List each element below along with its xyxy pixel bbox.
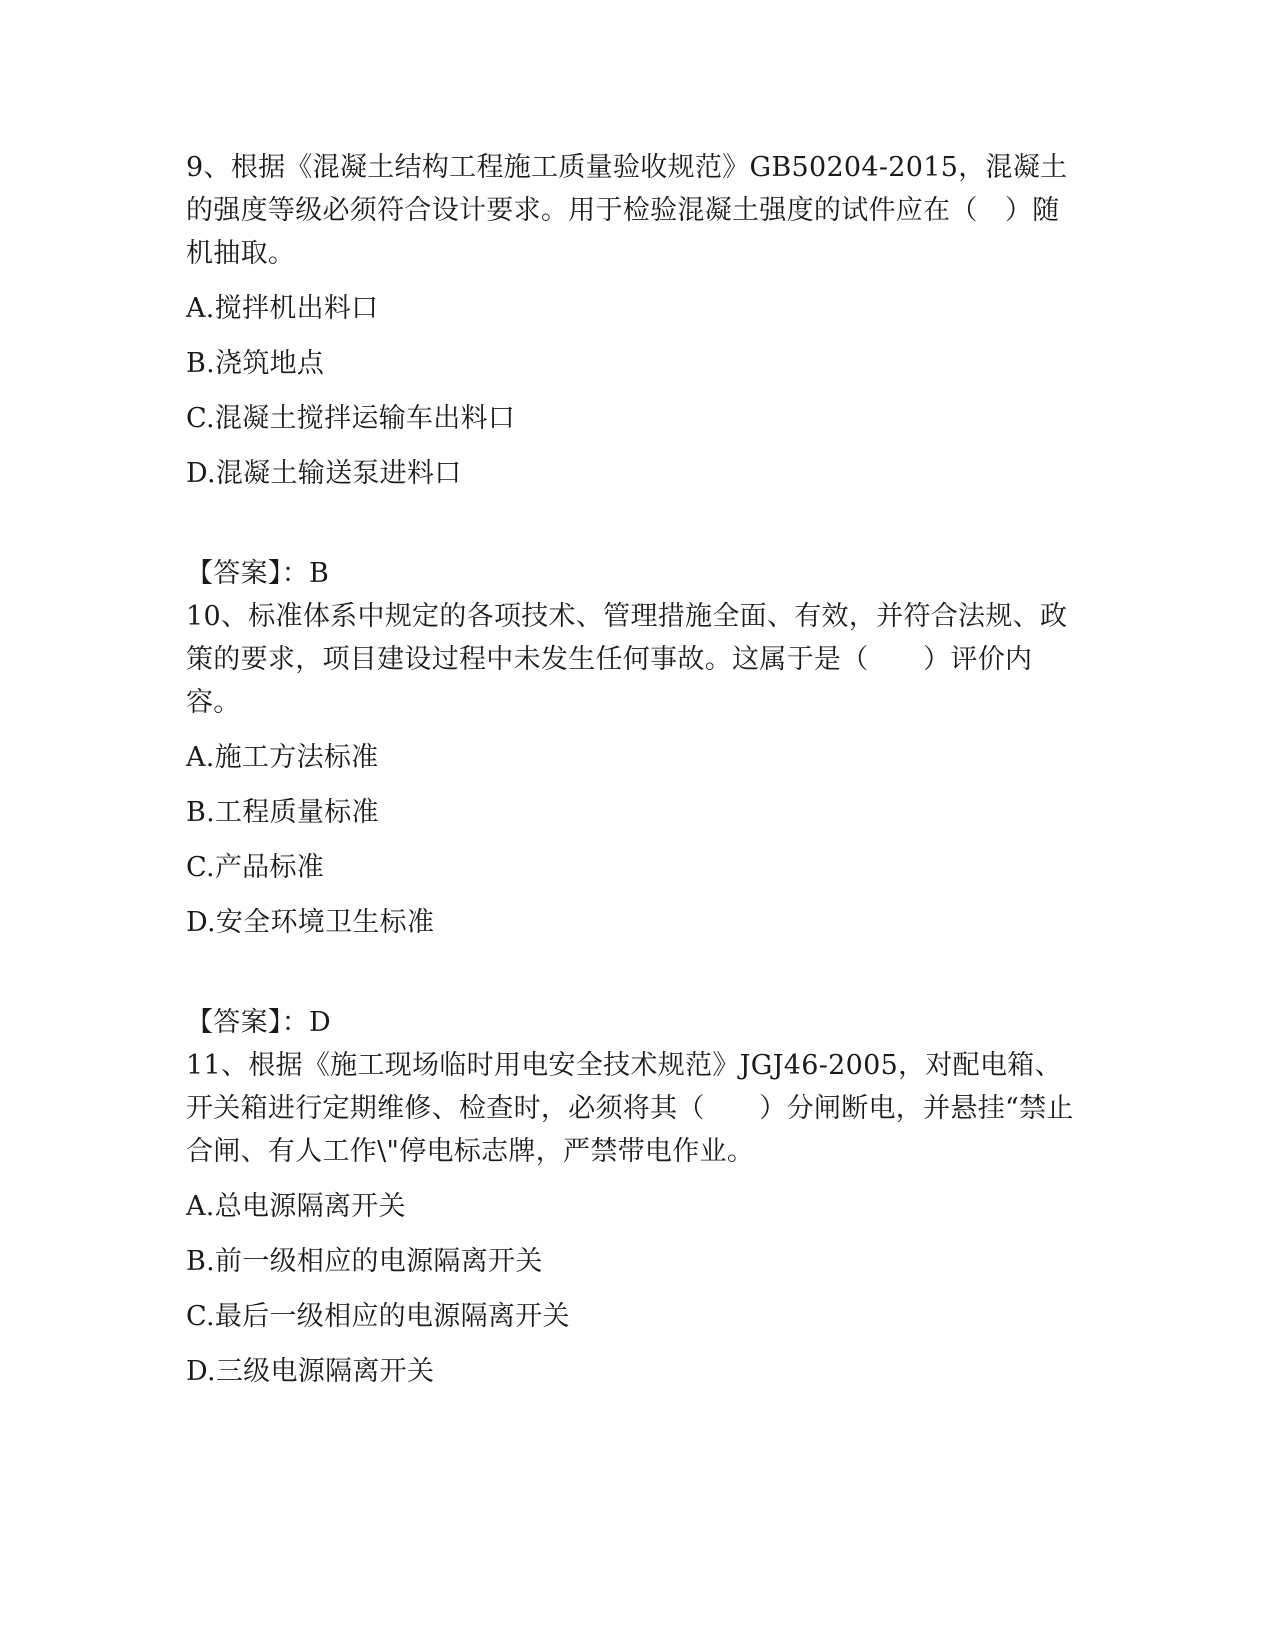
document-content (186, 146, 1081, 1390)
question-block-11 (186, 1044, 1081, 1390)
question-text: 10、标准体系中规定的各项技术、管理措施全面、有效，并符合法规、政策的要求，项目建设过程中未发生任何事故。这属于是（ ）评价内容。 (186, 601, 1068, 718)
option-a: A.总电源隔离开关 (186, 1191, 406, 1222)
question-text: 11、根据《施工现场临时用电安全技术规范》JGJ46-2005，对配电箱、开关箱进行定期维修、检查时，必须将其（ ）分闸断电，并悬挂“禁止合闸、有人工作\"停电标志牌，严禁带电作业。 (186, 1050, 1074, 1167)
option-b: B.浇筑地点 (186, 348, 325, 379)
option-d: D.三级电源隔离开关 (186, 1356, 435, 1387)
option-b: B.工程质量标准 (186, 797, 379, 828)
option-b: B.前一级相应的电源隔离开关 (186, 1246, 543, 1277)
option-c: C.最后一级相应的电源隔离开关 (186, 1301, 570, 1332)
option-a: A.搅拌机出料口 (186, 293, 379, 324)
question-block-10 (186, 595, 1081, 1044)
option-c: C.混凝土搅拌运输车出料口 (186, 403, 516, 434)
option-list (186, 740, 1081, 941)
option-c: C.产品标准 (186, 852, 325, 883)
question-block-9 (186, 146, 1081, 595)
option-d: D.混凝土输送泵进料口 (186, 458, 462, 489)
answer-label: 【答案】：B (186, 558, 330, 589)
option-d: D.安全环境卫生标准 (186, 907, 435, 938)
option-a: A.施工方法标准 (186, 742, 379, 773)
question-text: 9、根据《混凝土结构工程施工质量验收规范》GB50204-2015，混凝土的强度等级必须符合设计要求。用于检验混凝土强度的试件应在（ ）随机抽取。 (186, 152, 1068, 269)
option-list (186, 291, 1081, 492)
option-list (186, 1189, 1081, 1390)
answer-label: 【答案】：D (186, 1007, 331, 1038)
